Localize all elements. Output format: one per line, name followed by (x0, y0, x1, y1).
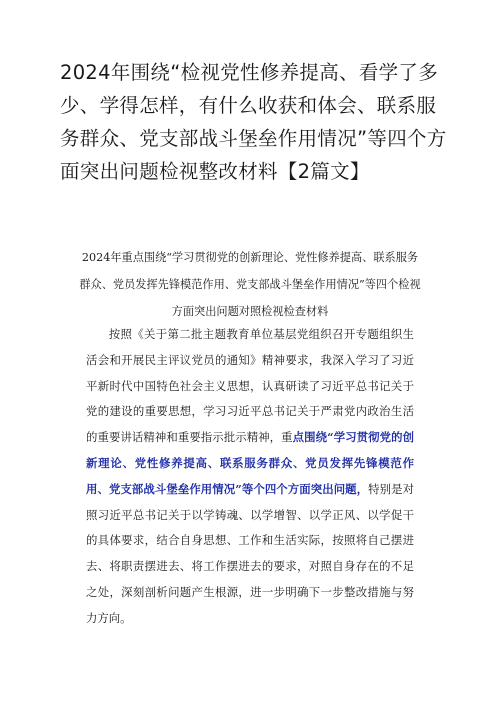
document-title: 2024年围绕“检视党性修养提高、看学了多少、学得怎样，有什么收获和体会、联系服务群众、党支部战斗堡垒作用情况”等四个方面突出问题检视整改材料【2篇文】 (60, 61, 447, 183)
body-text-emphasis: 点围绕“学习贯彻党的创新理论、党性修养提高、联系服务群众、党员发挥先锋模范作用、党支部战斗堡垒作用情况”等个四个方面突出问题， (86, 430, 414, 496)
body-text-rest: 特别是对照习近平总书记关于以学铸魂、以学增智、以学正风、以学促干的具体要求，结合自身思想、工作和生活实际，按照将自己摆进去、将职责摆进去、将工作摆进去的要求，对照自身存在的不足之处，深刻剖析问题产生根源，进一步明确下一步整改措施与努力方向。 (86, 481, 414, 625)
document-subtitle: 2024年重点围绕“学习贯彻党的创新理论、党性修养提高、联系服务群众、党员发挥先锋模范作用、党支部战斗堡垒作用情况”等四个检视方面突出问题对照检视检查材料 (79, 251, 421, 318)
body-text-intro: 按照《关于第二批主题教育单位基层党组织召开专题组织生活会和开展民主评议党员的通知》精神要求，我深入学习了习近平新时代中国特色社会主义思想，认真研读了习近平总书记关于党的建设的重要思想，学习习近平总书记关于严肃党内政治生活的重要讲话精神和重要指示批示精神，重 (86, 327, 414, 445)
body-paragraph (86, 322, 414, 632)
